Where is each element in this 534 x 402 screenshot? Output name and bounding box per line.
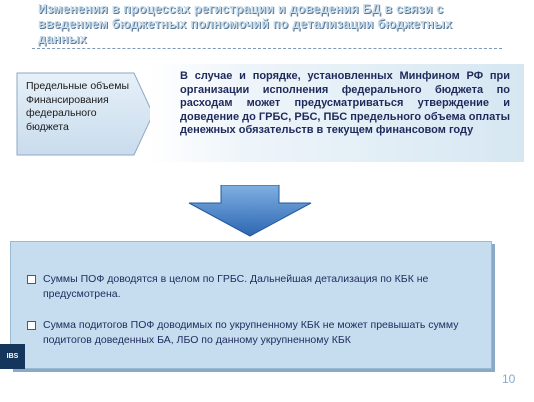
bullet-text: Суммы ПОФ доводятся в целом по ГРБС. Дальнейшая детализация по КБК не предусмотрена. (43, 273, 429, 300)
description-box (150, 64, 524, 162)
down-arrow-icon (185, 185, 315, 242)
bullet-item (27, 272, 482, 302)
slide-title: Изменения в процессах регистрации и доведения БД в связи с введением бюджетных полномочий по детализации бюджетных данных (38, 2, 453, 46)
title-divider (32, 48, 502, 49)
limit-financing-box (16, 72, 154, 156)
page-number: 10 (502, 372, 516, 386)
checkbox-bullet-icon (27, 275, 36, 284)
checkbox-bullet-icon (27, 321, 36, 330)
limit-financing-label: Предельные объемы Финансирования федерального бюджета (26, 80, 129, 133)
description-text: В случае и порядке, установленных Минфином РФ при организации исполнения федерального бюджета по расходам может предусматриваться утверждение и доведение до ГРБС, РБС, ПБС предельного объема оплаты денежных обязательств в текущем финансовом году (180, 70, 510, 136)
bullet-text: Сумма подитогов ПОФ доводимых по укрупненному КБК не может превышать сумму подитогов доведенных БА, ЛБО по данному укрупненному КБК (43, 319, 459, 346)
slide-title-bar (0, 0, 534, 46)
bullet-item (27, 318, 482, 348)
rules-box (10, 241, 492, 369)
company-logo: IBS (0, 344, 25, 369)
